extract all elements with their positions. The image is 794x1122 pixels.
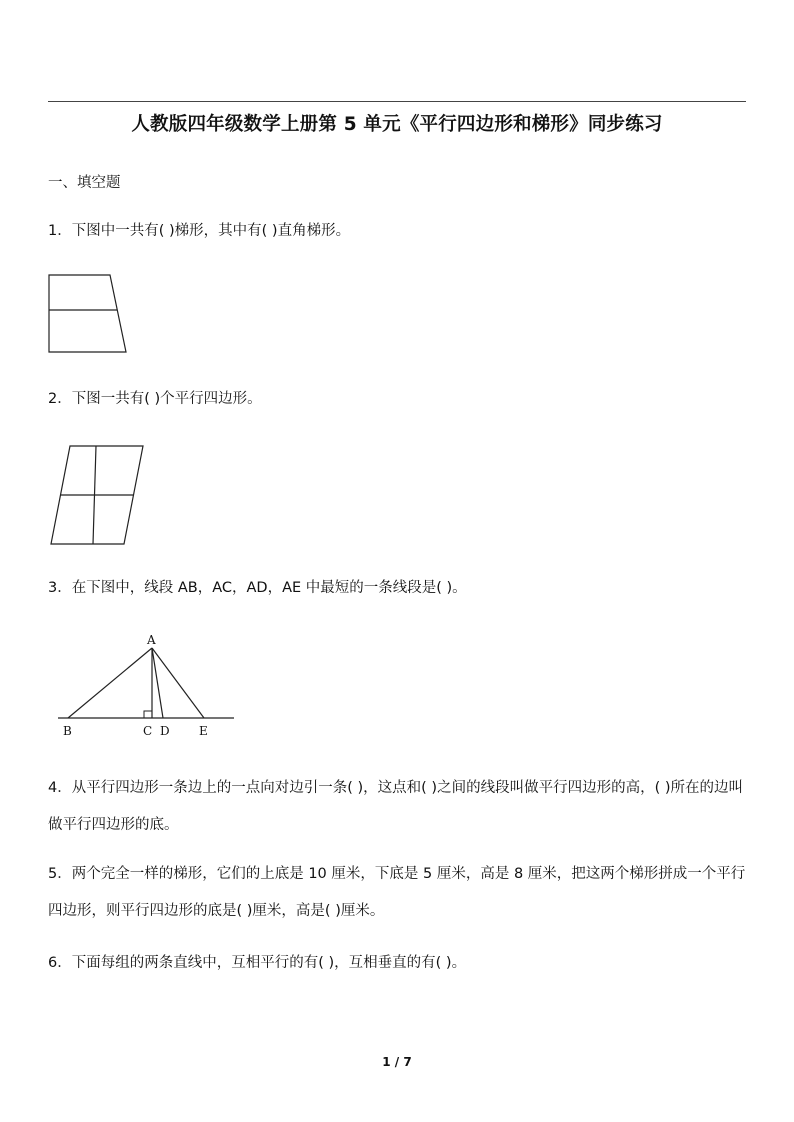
label-d: D [160,724,170,738]
question-4: 4．从平行四边形一条边上的一点向对边引一条( )，这点和( )之间的线段叫做平行四边形的高，( )所在的边叫做平行四边形的底。 [48,780,743,833]
trapezoid-outline [49,275,126,352]
question-5: 5．两个完全一样的梯形，它们的上底是 10 厘米，下底是 5 厘米，高是 8 厘米，把这两个梯形拼成一个平行四边形，则平行四边形的底是( )厘米，高是( )厘米。 [48,866,746,919]
segment-ae [152,648,204,718]
segment-ad [152,648,163,718]
label-a: A [147,633,156,647]
page-number: 1 / 7 [382,1055,412,1069]
document-title: 人教版四年级数学上册第 5 单元《平行四边形和梯形》同步练习 [131,114,663,135]
right-angle-mark [144,711,152,718]
question-6: 6．下面每组的两条直线中，互相平行的有( )，互相垂直的有( )。 [48,955,467,971]
header-rule [48,101,746,102]
question-2: 2．下图一共有( )个平行四边形。 [48,391,262,407]
triangle-figure [52,628,238,740]
label-e: E [199,724,208,738]
question-1: 1．下图中一共有( )梯形，其中有( )直角梯形。 [48,223,351,239]
label-b: B [63,724,72,738]
trapezoid-figure [46,272,130,356]
label-c: C [143,724,153,738]
section-heading: 一、填空题 [48,175,121,191]
segment-ab [68,648,152,718]
parallelogram-figure [48,442,148,548]
question-3: 3．在下图中，线段 AB，AC，AD，AE 中最短的一条线段是( )。 [48,580,467,596]
